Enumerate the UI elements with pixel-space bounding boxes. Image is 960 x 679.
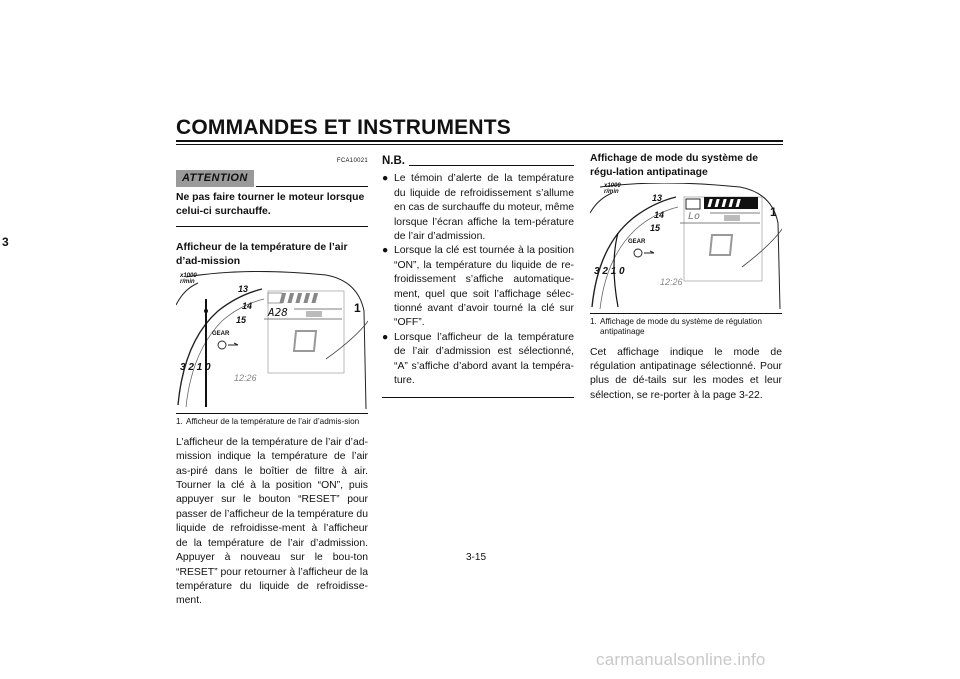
lcd-clock: 12:26: [234, 373, 257, 384]
bullet-icon: ●: [382, 245, 389, 257]
column-right: [590, 150, 782, 403]
chapter-tab: 3: [2, 235, 9, 249]
instrument-cluster-illustration: [176, 271, 368, 409]
caption-text: Affichage de mode du système de régulation antipatinage: [600, 316, 762, 337]
watermark: carmanualsonline.info: [596, 650, 766, 669]
title-rule: [176, 140, 783, 142]
gear-label: GEAR: [212, 331, 230, 338]
column-left: [176, 150, 368, 609]
attention-text: Ne pas faire tourner le moteur lorsque celui-ci surchauffe.: [176, 191, 368, 227]
bullet-icon: ●: [382, 173, 389, 185]
lcd-air-temp-reading: A28: [268, 306, 288, 320]
section-heading-air-temp: Afficheur de la température de l’air d’ad-mission: [176, 241, 348, 268]
section-heading-traction-control: Affichage de mode du système de régu-lation antipatinage: [590, 153, 759, 179]
callout-1: 1: [354, 301, 361, 316]
lcd-clock: 12:26: [660, 276, 683, 287]
attention-header: [176, 170, 368, 186]
bullet-icon: ●: [382, 331, 389, 343]
body-paragraph-traction-control: Cet affichage indique le mode de régulation antipatinage sélectionné. Pour plus de dé-tails sur les modes et leur sélection, se re-porter à la page 3-22.: [590, 346, 782, 401]
nb-item: ● Lorsque l’afficheur de la température de l’air d’admission est sélectionné, “A” s’affiche d’abord avant la tempéra-ture.: [382, 331, 574, 387]
attention-badge: ATTENTION: [176, 170, 254, 186]
body-paragraph-air-temp: L’afficheur de la température de l’air d’ad-mission indique la température de l’air as-piré dans le boîtier de filtre à air. Tourner la clé à la position “ON”, puis appuyer sur le bouton “RESET” pour passer de l’afficheur de la température du liquide de refroidisse-ment à l’afficheur de la température de l’air d’admission. Appuyer à nouveau sur le bou-ton “RESET” pour retourner à l’afficheur de la température du liquide de refroidisse-ment.: [176, 436, 368, 607]
attention-rule: [256, 186, 368, 187]
title-rule-thin: [176, 144, 783, 145]
gear-digits: 3 2 1 0: [180, 362, 211, 374]
tick-15: 15: [236, 315, 247, 326]
figure-traction-control-display: [590, 183, 782, 309]
callout-1: 1: [770, 204, 777, 219]
rpm-label: x1000 r/min: [604, 182, 621, 195]
nb-header: [382, 154, 574, 168]
figure-air-temp-display: [176, 271, 368, 409]
caption-number: 1.: [590, 316, 597, 326]
tick-15: 15: [650, 222, 661, 233]
tick-13: 13: [238, 284, 249, 295]
tick-13: 13: [652, 192, 663, 203]
nb-list: [382, 172, 574, 388]
nb-item: ● Lorsque la clé est tournée à la position “ON”, la température du liquide de re-froidissement s’affiche automatique-ment, quel que soit l’affichage sélec-tionné avant d’avoir tourné la clé sur “OFF”.: [382, 245, 574, 329]
nb-item: ● Le témoin d’alerte de la température du liquide de refroidissement s’allume en cas de surchauffe du moteur, même lorsque l’écran affiche la tem-pérature de l’air d’admission.: [382, 173, 575, 243]
attention-code: FCA10021: [336, 158, 368, 164]
page-title: COMMANDES ET INSTRUMENTS: [176, 116, 511, 139]
gear-digits: 3 2 1 0: [594, 265, 625, 277]
page-number: 3-15: [466, 552, 487, 563]
nb-end-rule: [382, 397, 574, 398]
figure-caption: [590, 313, 782, 338]
rpm-label: x1000 r/min: [180, 273, 197, 286]
instrument-cluster-illustration: [590, 183, 782, 309]
lcd-traction-mode-reading: Lo: [688, 210, 701, 222]
nb-rule: [409, 165, 574, 166]
tick-14: 14: [242, 301, 253, 312]
tick-14: 14: [654, 209, 665, 220]
caption-number: 1.: [176, 417, 183, 427]
nb-label: N.B.: [382, 155, 405, 167]
caption-text: Afficheur de la température de l’air d’admis-sion: [186, 417, 360, 427]
gear-label: GEAR: [628, 238, 646, 245]
figure-caption: [176, 413, 368, 427]
column-middle: [382, 150, 574, 398]
